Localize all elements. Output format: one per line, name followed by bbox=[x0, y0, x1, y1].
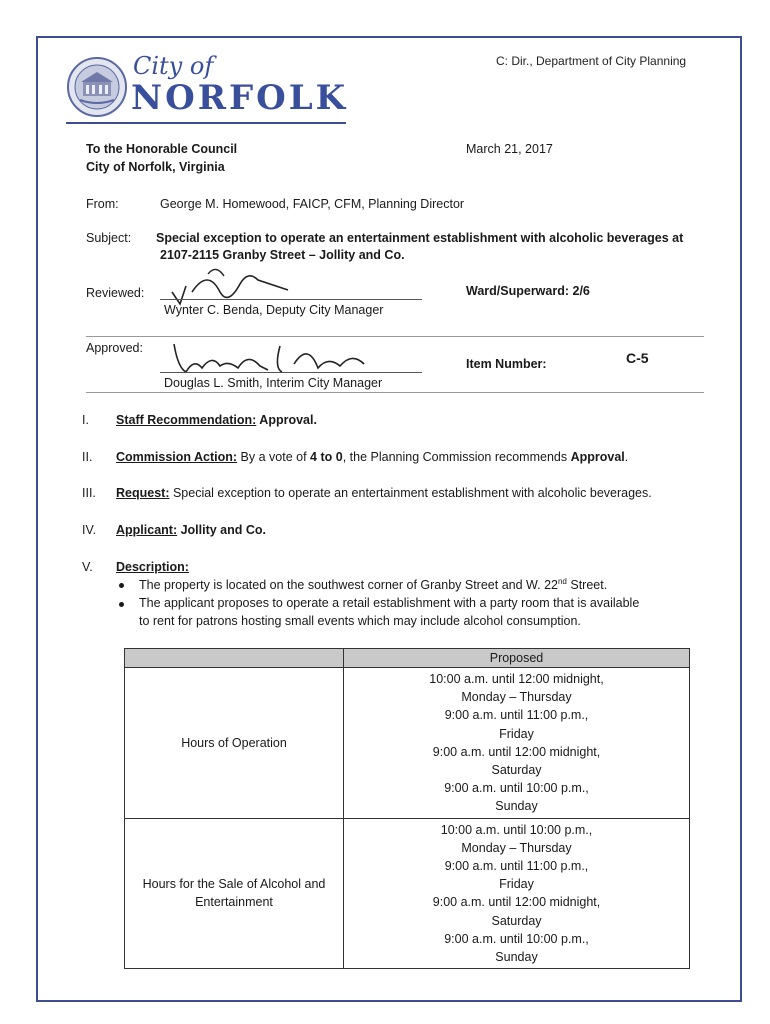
hours-line: Saturday bbox=[491, 913, 542, 928]
reviewed-label: Reviewed: bbox=[86, 286, 145, 300]
addressee-line2: City of Norfolk, Virginia bbox=[86, 160, 225, 174]
approved-separator bbox=[86, 336, 704, 337]
section-4-number: IV. bbox=[82, 523, 97, 537]
logo-norfolk-text: NORFOLK bbox=[131, 78, 349, 118]
description-bullet-1 bbox=[139, 577, 607, 592]
section-4 bbox=[116, 523, 266, 537]
hours-line: Friday bbox=[499, 726, 534, 741]
table-header-row bbox=[125, 649, 690, 668]
bullet-1-dot bbox=[119, 583, 124, 588]
section-2-heading: Commission Action: bbox=[116, 450, 238, 464]
section-1-text: Approval. bbox=[256, 413, 317, 427]
section-1-heading: Staff Recommendation: bbox=[116, 413, 257, 427]
approved-bottom-separator bbox=[86, 392, 704, 393]
row-label-line2: Entertainment bbox=[195, 895, 273, 910]
from-value: George M. Homewood, FAICP, CFM, Planning Director bbox=[160, 197, 465, 211]
table-header-blank bbox=[125, 649, 344, 668]
row-label-line1: Hours for the Sale of Alcohol and bbox=[142, 877, 326, 892]
ward-superward: Ward/Superward: 2/6 bbox=[466, 284, 590, 298]
hours-line: Monday – Thursday bbox=[461, 840, 572, 855]
row-value-alcohol-entertainment bbox=[344, 818, 690, 969]
memo-date: March 21, 2017 bbox=[466, 142, 553, 156]
logo-city-of-text: City of bbox=[133, 52, 214, 80]
section-3 bbox=[116, 486, 652, 500]
row-label-alcohol-entertainment bbox=[125, 818, 344, 969]
section-1-number: I. bbox=[82, 413, 89, 427]
section-2-recommendation: Approval bbox=[570, 450, 625, 464]
subject-line1: Special exception to operate an entertainment establishment with alcoholic beverages at bbox=[156, 231, 684, 245]
hours-table bbox=[124, 648, 690, 969]
item-number-value: C-5 bbox=[626, 350, 649, 366]
hours-line: Friday bbox=[499, 877, 534, 892]
reviewed-signature-line bbox=[160, 299, 422, 300]
table-header-proposed: Proposed bbox=[344, 649, 690, 668]
hours-line: 10:00 a.m. until 10:00 p.m., bbox=[440, 822, 593, 837]
table-row bbox=[125, 668, 690, 819]
section-3-number: III. bbox=[82, 486, 96, 500]
approved-label: Approved: bbox=[86, 341, 143, 355]
section-3-text: Special exception to operate an entertainment establishment with alcoholic beverages. bbox=[169, 486, 652, 500]
city-seal-logo bbox=[66, 56, 128, 118]
bullet-1-sup: nd bbox=[557, 577, 567, 586]
logo-underline bbox=[66, 122, 346, 124]
hours-line: 9:00 a.m. until 10:00 p.m., bbox=[444, 931, 589, 946]
approved-signature-line bbox=[160, 372, 422, 373]
hours-line: 9:00 a.m. until 11:00 p.m., bbox=[444, 859, 589, 874]
subject-line2: 2107-2115 Granby Street – Jollity and Co. bbox=[160, 248, 405, 262]
reviewer-name: Wynter C. Benda, Deputy City Manager bbox=[164, 303, 384, 317]
section-2-number: II. bbox=[82, 450, 93, 464]
hours-line: 9:00 a.m. until 12:00 midnight, bbox=[432, 895, 601, 910]
hours-line: 9:00 a.m. until 10:00 p.m., bbox=[444, 781, 589, 796]
section-2 bbox=[116, 450, 628, 464]
bullet-1-text-post: Street. bbox=[566, 578, 608, 593]
from-label: From: bbox=[86, 197, 119, 211]
section-1 bbox=[116, 413, 317, 427]
description-bullet-2-line2: to rent for patrons hosting small events which may include alcohol consumption. bbox=[139, 614, 581, 628]
hours-line: 10:00 a.m. until 12:00 midnight, bbox=[429, 672, 604, 686]
section-5-heading: Description: bbox=[116, 560, 189, 574]
section-2-text-mid: , the Planning Commission recommends bbox=[342, 450, 571, 464]
section-2-text-post: . bbox=[624, 450, 629, 464]
hours-line: Sunday bbox=[495, 950, 538, 965]
section-3-heading: Request: bbox=[116, 486, 170, 500]
table-row bbox=[125, 818, 690, 969]
description-bullet-2-line1: The applicant proposes to operate a retail establishment with a party room that is available bbox=[139, 596, 640, 610]
hours-line: Monday – Thursday bbox=[461, 690, 572, 705]
section-2-vote: 4 to 0 bbox=[310, 450, 343, 464]
section-2-text-pre: By a vote of bbox=[237, 450, 311, 464]
hours-line: 9:00 a.m. until 11:00 p.m., bbox=[444, 708, 589, 723]
item-number-label: Item Number: bbox=[466, 357, 547, 371]
cc-line: C: Dir., Department of City Planning bbox=[496, 54, 687, 68]
section-4-heading: Applicant: bbox=[116, 523, 178, 537]
hours-line: Sunday bbox=[495, 799, 538, 814]
section-4-text: Jollity and Co. bbox=[177, 523, 267, 537]
bullet-2-dot bbox=[119, 602, 124, 607]
hours-line: Saturday bbox=[491, 763, 542, 778]
row-value-hours-of-operation bbox=[344, 668, 690, 819]
row-label-hours-of-operation: Hours of Operation bbox=[125, 668, 344, 819]
approver-name: Douglas L. Smith, Interim City Manager bbox=[164, 376, 383, 390]
bullet-1-text: The property is located on the southwest corner of Granby Street and W. 22 bbox=[139, 578, 558, 593]
addressee-line1: To the Honorable Council bbox=[86, 142, 238, 156]
section-5-number: V. bbox=[82, 560, 93, 574]
subject-label: Subject: bbox=[86, 231, 132, 245]
hours-line: 9:00 a.m. until 12:00 midnight, bbox=[432, 744, 601, 759]
